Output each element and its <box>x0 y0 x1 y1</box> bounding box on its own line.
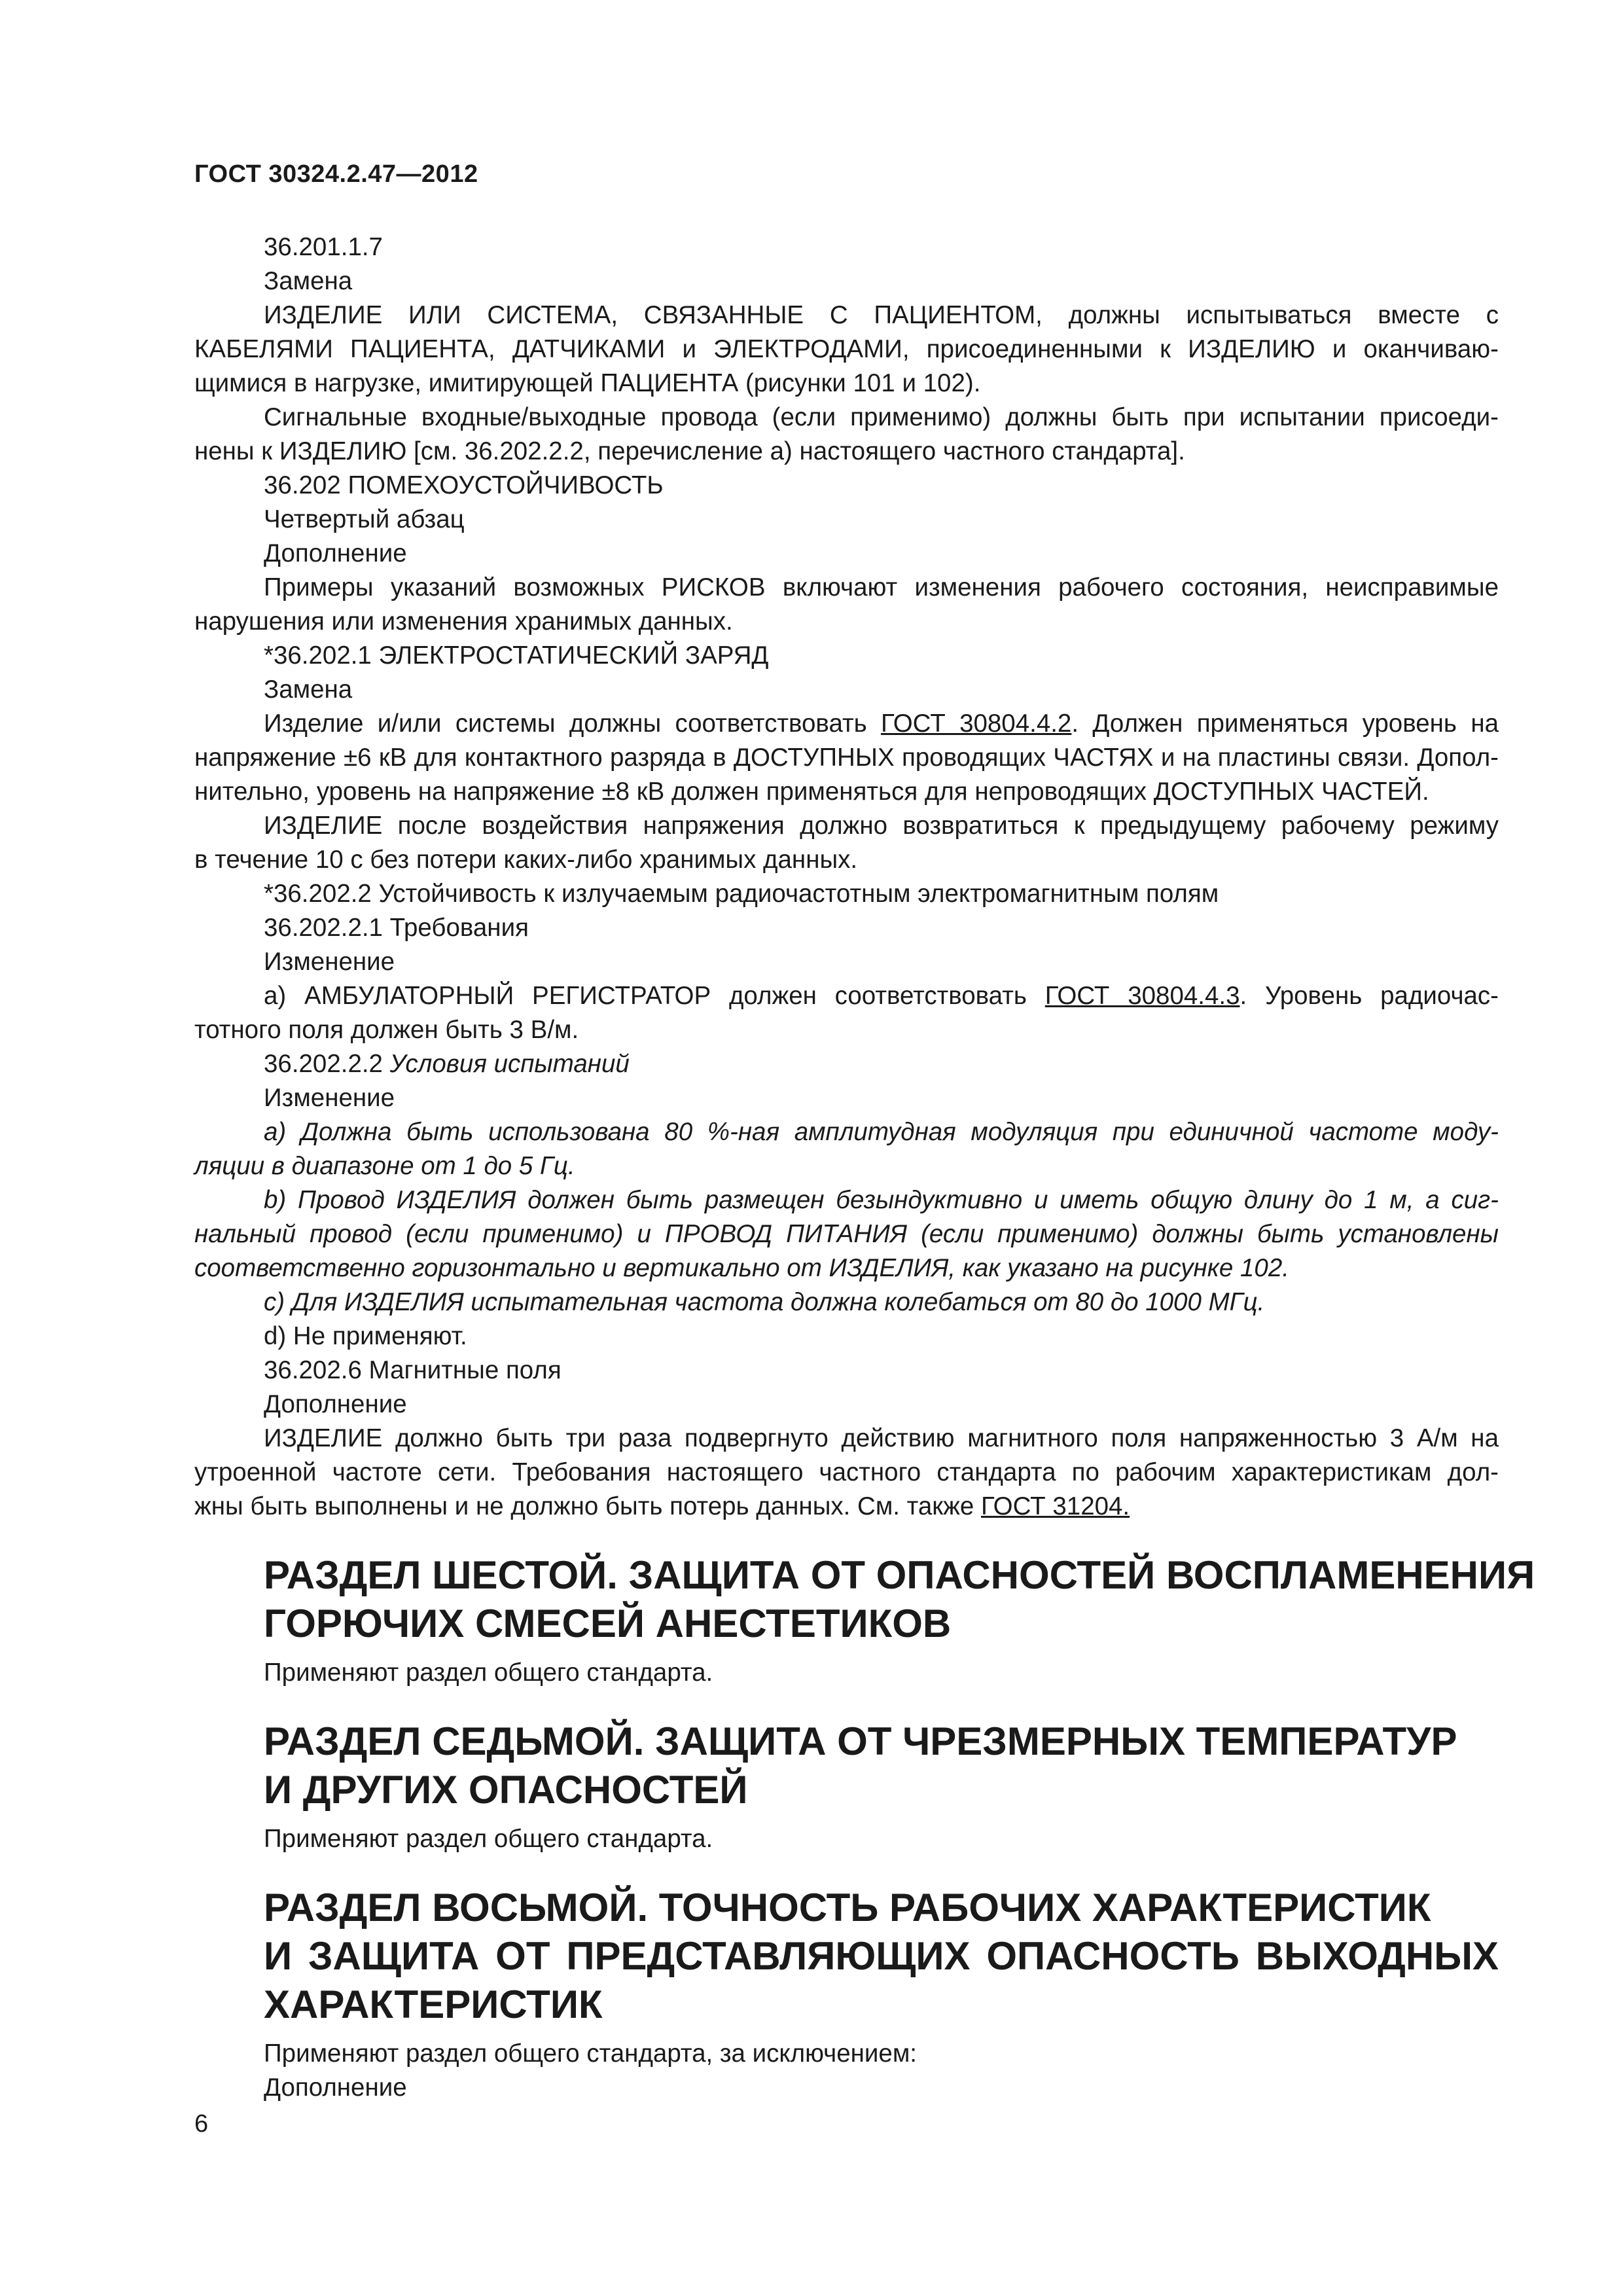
paragraph-line: тотного поля должен быть 3 В/м. <box>194 1016 579 1044</box>
paragraph-line: соответственно горизонтально и вертикально от ИЗДЕЛИЯ, как указано на рисунке 102. <box>194 1254 1289 1282</box>
section-heading-7 <box>194 1717 1499 1814</box>
paragraph-line: нительно, уровень на напряжение ±8 кВ должен применяться для непроводящих ДОСТУПНЫХ ЧАСТЕЙ. <box>194 778 1429 806</box>
standard-link-gost-31204[interactable]: ГОСТ 31204. <box>981 1492 1130 1520</box>
text-span: Изделие и/или системы должны соответствовать <box>264 709 882 738</box>
clause-label: Изменение <box>264 1084 395 1112</box>
paragraph-line: a) Должна быть использована 80 %-ная амплитудная модуляция при единичной частоте моду- <box>264 1118 1499 1146</box>
section-heading-line: ГОРЮЧИХ СМЕСЕЙ АНЕСТЕТИКОВ <box>264 1602 952 1645</box>
paragraph-line: нарушения или изменения хранимых данных. <box>194 607 733 636</box>
clause-heading: *36.202.1 ЭЛЕКТРОСТАТИЧЕСКИЙ ЗАРЯД <box>264 641 769 670</box>
section-heading-6 <box>194 1551 1535 1648</box>
section-heading-line: РАЗДЕЛ ШЕСТОЙ. ЗАЩИТА ОТ ОПАСНОСТЕЙ ВОСПЛАМЕНЕНИЯ <box>264 1553 1535 1597</box>
clause-heading <box>194 1047 1499 1081</box>
paragraph-line <box>194 1490 1499 1524</box>
text-span: . Уровень радиочас- <box>1240 982 1499 1010</box>
clause-title: Условия испытаний <box>389 1050 630 1078</box>
paragraph-line: Примеры указаний возможных РИСКОВ включают изменения рабочего состояния, неисправимые <box>264 573 1499 601</box>
paragraph-line: утроенной частоте сети. Требования настоящего частного стандарта по рабочим характеристикам дол- <box>194 1458 1499 1486</box>
paragraph-line: в течение 10 с без потери каких-либо хранимых данных. <box>194 846 858 874</box>
section-text: Дополнение <box>264 2073 407 2102</box>
document-header: ГОСТ 30324.2.47—2012 <box>194 160 478 188</box>
clause-number: 36.201.1.7 <box>264 233 383 261</box>
text-span: жны быть выполнены и не должно быть потерь данных. См. также <box>194 1492 981 1520</box>
page-number: 6 <box>194 2110 209 2138</box>
paragraph-line: щимися в нагрузке, имитирующей ПАЦИЕНТА (рисунки 101 и 102). <box>194 369 981 397</box>
paragraph-line: b) Провод ИЗДЕЛИЯ должен быть размещен безындуктивно и иметь общую длину до 1 м, а сиг- <box>264 1186 1499 1214</box>
paragraph-line: ляции в диапазоне от 1 до 5 Гц. <box>194 1152 575 1180</box>
paragraph-line: Сигнальные входные/выходные провода (если применимо) должны быть при испытании присоеди- <box>264 403 1499 431</box>
clause-label: Изменение <box>264 948 395 976</box>
clause-number: 36.202.2.2 <box>264 1050 390 1078</box>
section-heading-line: И ЗАЩИТА ОТ ПРЕДСТАВЛЯЮЩИХ ОПАСНОСТЬ ВЫХОДНЫХ <box>264 1934 1499 1978</box>
section-text: Применяют раздел общего стандарта. <box>264 1825 713 1853</box>
text-span: а) АМБУЛАТОРНЫЙ РЕГИСТРАТОР должен соответствовать <box>264 982 1045 1010</box>
paragraph-line: нены к ИЗДЕЛИЮ [см. 36.202.2.2, перечисление а) настоящего частного стандарта]. <box>194 437 1185 465</box>
paragraph-line <box>194 707 1499 741</box>
paragraph-line: КАБЕЛЯМИ ПАЦИЕНТА, ДАТЧИКАМИ и ЭЛЕКТРОДАМИ, присоединенными к ИЗДЕЛИЮ и оканчиваю- <box>194 335 1499 363</box>
section-heading-line: И ДРУГИХ ОПАСНОСТЕЙ <box>264 1768 748 1812</box>
paragraph-line: c) Для ИЗДЕЛИЯ испытательная частота должна колебаться от 80 до 1000 МГц. <box>264 1288 1265 1316</box>
paragraph-line: d) Не применяют. <box>264 1322 467 1350</box>
standard-link-gost-30804-4-3[interactable]: ГОСТ 30804.4.3 <box>1044 982 1240 1010</box>
clause-label: Дополнение <box>264 1390 407 1418</box>
section-heading-8 <box>194 1884 1499 2029</box>
section-heading-line: РАЗДЕЛ ВОСЬМОЙ. ТОЧНОСТЬ РАБОЧИХ ХАРАКТЕРИСТИК <box>264 1886 1431 1929</box>
section-heading-line: РАЗДЕЛ СЕДЬМОЙ. ЗАЩИТА ОТ ЧРЕЗМЕРНЫХ ТЕМПЕРАТУР <box>264 1719 1457 1763</box>
paragraph-line: нальный провод (если применимо) и ПРОВОД ПИТАНИЯ (если применимо) должны быть установлены <box>194 1220 1499 1248</box>
clause-label: Четвертый абзац <box>264 505 465 533</box>
clause-heading: 36.202.2.1 Требования <box>264 914 529 942</box>
section-text: Применяют раздел общего стандарта, за исключением: <box>264 2039 917 2068</box>
section-text: Применяют раздел общего стандарта. <box>264 1659 713 1687</box>
paragraph-line <box>194 979 1499 1013</box>
text-span: . Должен применяться уровень на <box>1071 709 1499 738</box>
paragraph-line: ИЗДЕЛИЕ ИЛИ СИСТЕМА, СВЯЗАННЫЕ С ПАЦИЕНТОМ, должны испытываться вместе с <box>264 301 1499 329</box>
clause-heading: 36.202.6 Магнитные поля <box>264 1356 562 1384</box>
clause-label: Замена <box>264 675 353 704</box>
standard-link-gost-30804-4-2[interactable]: ГОСТ 30804.4.2 <box>881 709 1072 738</box>
clause-heading: *36.202.2 Устойчивость к излучаемым радиочастотным электромагнитным полям <box>264 880 1219 908</box>
document-body <box>194 230 1535 2105</box>
clause-label: Дополнение <box>264 539 407 567</box>
section-heading-line: ХАРАКТЕРИСТИК <box>264 1982 603 2026</box>
clause-heading: 36.202 ПОМЕХОУСТОЙЧИВОСТЬ <box>264 471 664 499</box>
paragraph-line: ИЗДЕЛИЕ должно быть три раза подвергнуто действию магнитного поля напряженностью 3 А/м на <box>264 1424 1499 1452</box>
paragraph-line: напряжение ±6 кВ для контактного разряда в ДОСТУПНЫХ проводящих ЧАСТЯХ и на пластины связи. Допол- <box>194 744 1499 772</box>
clause-label: Замена <box>264 267 353 295</box>
paragraph-line: ИЗДЕЛИЕ после воздействия напряжения должно возвратиться к предыдущему рабочему режиму <box>264 812 1499 840</box>
